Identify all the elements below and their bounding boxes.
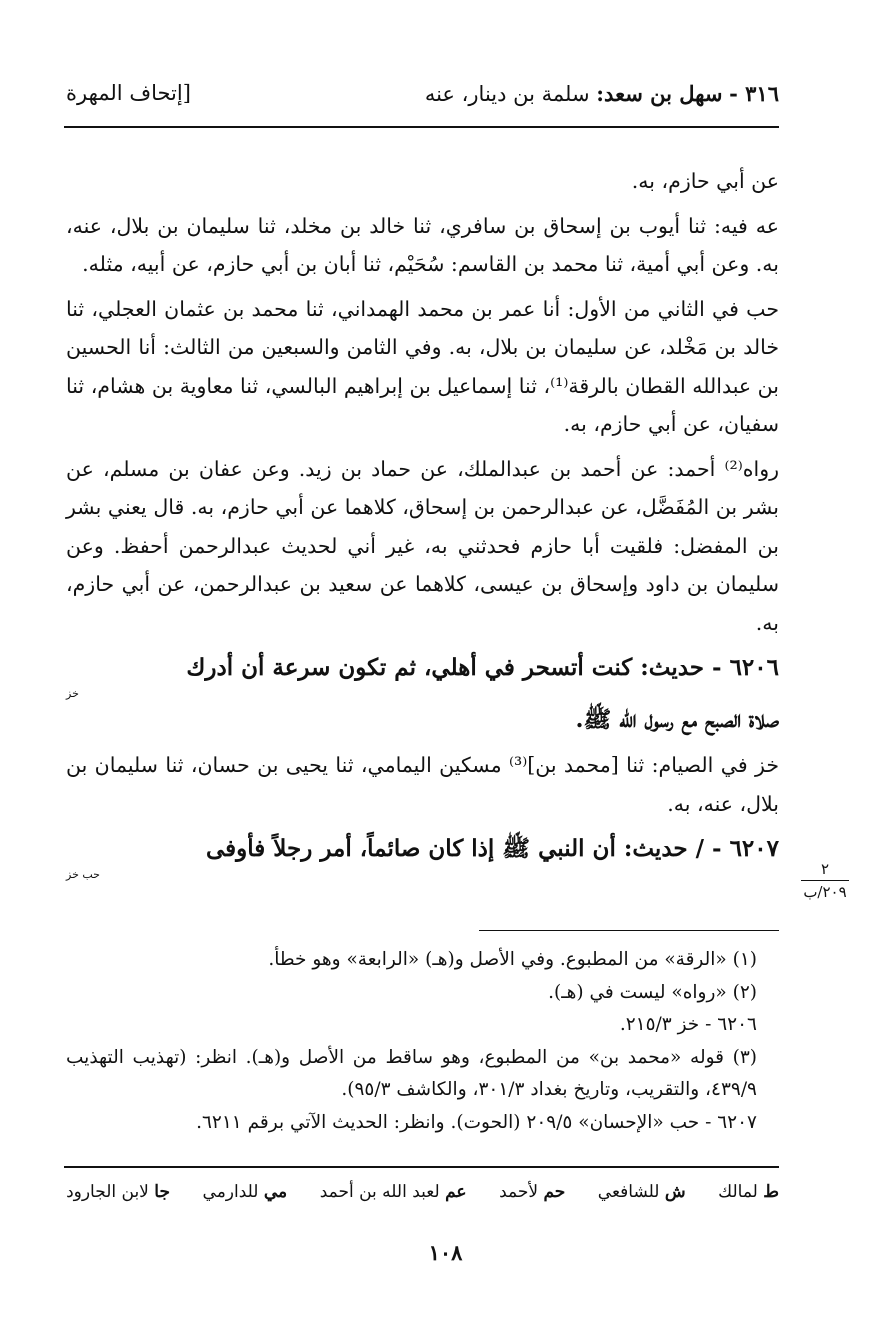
legend-item: مي للدارمي [202,1182,288,1202]
footnotes [66,944,779,1139]
main-text [66,162,779,887]
legend-item: جا لابن الجارود [66,1182,170,1202]
paragraph: عه فيه: ثنا أيوب بن إسحاق بن سافري، ثنا خالد بن مخلد، ثنا سليمان بن بلال، عنه، به. وعن أبي أمية، ثنا محمد بن القاسم: سُحَيْم، ثنا أبان بن أبي حازم، عن أبيه، مثله. [66,213,779,276]
footnote-rule [479,930,779,931]
footnote: (١) «الرقة» من المطبوع. وفي الأصل و(هـ) «الرابعة» وهو خطأ. [268,949,757,970]
hadith-sigla: خز [66,687,79,700]
header-book: [إتحاف المهرة [66,81,191,105]
paragraph: حب في الثاني من الأول: أنا عمر بن محمد الهمداني، ثنا محمد بن عثمان العجلي، ثنا خالد بن مَخْلد، عن سليمان بن بلال، به. وفي الثامن والسبعين من الثالث: أنا الحسين بن عبدالله القطان بالرقة⁽¹⁾، ثنا إسماعيل بن إبراهيم البالسي، ثنا معاوية بن هشام، ثنا سفيان، عن أبي حازم، به. [66,296,779,436]
legend-item: ط لمالك [718,1182,779,1202]
paragraph: عن أبي حازم، به. [631,169,779,193]
legend-item: ش للشافعي [597,1182,686,1202]
legend-item: عم لعبد الله بن أحمد [319,1182,467,1202]
page-number: ١٠٨ [428,1240,463,1265]
header-name: سهل بن سعد: [596,80,723,106]
paragraph: رواه⁽²⁾ أحمد: عن أحمد بن عبدالملك، عن حماد بن زيد. وعن عفان بن مسلم، عن بشر بن المُفَضَّل، عن عبدالرحمن بن إسحاق، كلاهما عن أبي حازم، به. قال يعني بشر بن المفضل: فلقيت أبا حازم فحدثني به، غير أني لحديث عبدالرحمن أحفظ. وعن سليمان بن داود وإسحاق بن عيسى، كلاهما عن سعيد بن عبدالرحمن، عن أبي حازم، به. [66,456,779,635]
hadith-text: ٦٢٠٧ - / حديث: أن النبي ﷺ إذا كان صائماً، أمر رجلاً فأوفى [206,835,779,862]
hadith-6206 [66,648,779,740]
header-number: ٣١٦ - [729,80,779,106]
margin-manuscript-ref [795,860,855,901]
margin-ref-bottom: ٢٠٩/ب [803,883,847,901]
footnote: (٢) «رواه» ليست في (هـ). [548,981,757,1003]
footnote: (٣) قوله «محمد بن» من المطبوع، وهو ساقط من الأصل و(هـ). انظر: (تهذيب التهذيب ٤٣٩/٩، والتقريب، وتاريخ بغداد ٣٠١/٣، والكاشف ٩٥/٣). [66,1046,757,1100]
footnote: ٦٢٠٧ - حب «الإحسان» ٢٠٩/٥ (الحوت). وانظر: الحديث الآتي برقم ٦٢١١. [196,1111,757,1133]
header-rest: سلمة بن دينار، عنه [424,81,590,106]
paragraph: خز في الصيام: ثنا [محمد بن]⁽³⁾ مسكين اليمامي، ثنا يحيى بن حسان، ثنا سليمان بن بلال، عنه، به. [66,753,779,816]
running-header [66,76,779,110]
header-title [425,81,779,106]
legend-rule [64,1166,779,1168]
legend-item: حم لأحمد [499,1182,566,1202]
margin-ref-line [801,880,849,881]
hadith-sigla: حب خز [66,868,100,881]
header-rule [64,126,779,128]
hadith-text: ٦٢٠٦ - حديث: كنت أتسحر في أهلي، ثم تكون سرعة أن أدرك [186,654,779,681]
sigla-legend [66,1182,779,1202]
hadith-6207 [66,829,779,881]
hadith-text-cont: صلاة الصبح مع رسول الله ﷺ. [575,706,779,733]
footnote: ٦٢٠٦ - خز ٢١٥/٣. [619,1014,757,1035]
margin-ref-top: ٢ [820,860,830,878]
